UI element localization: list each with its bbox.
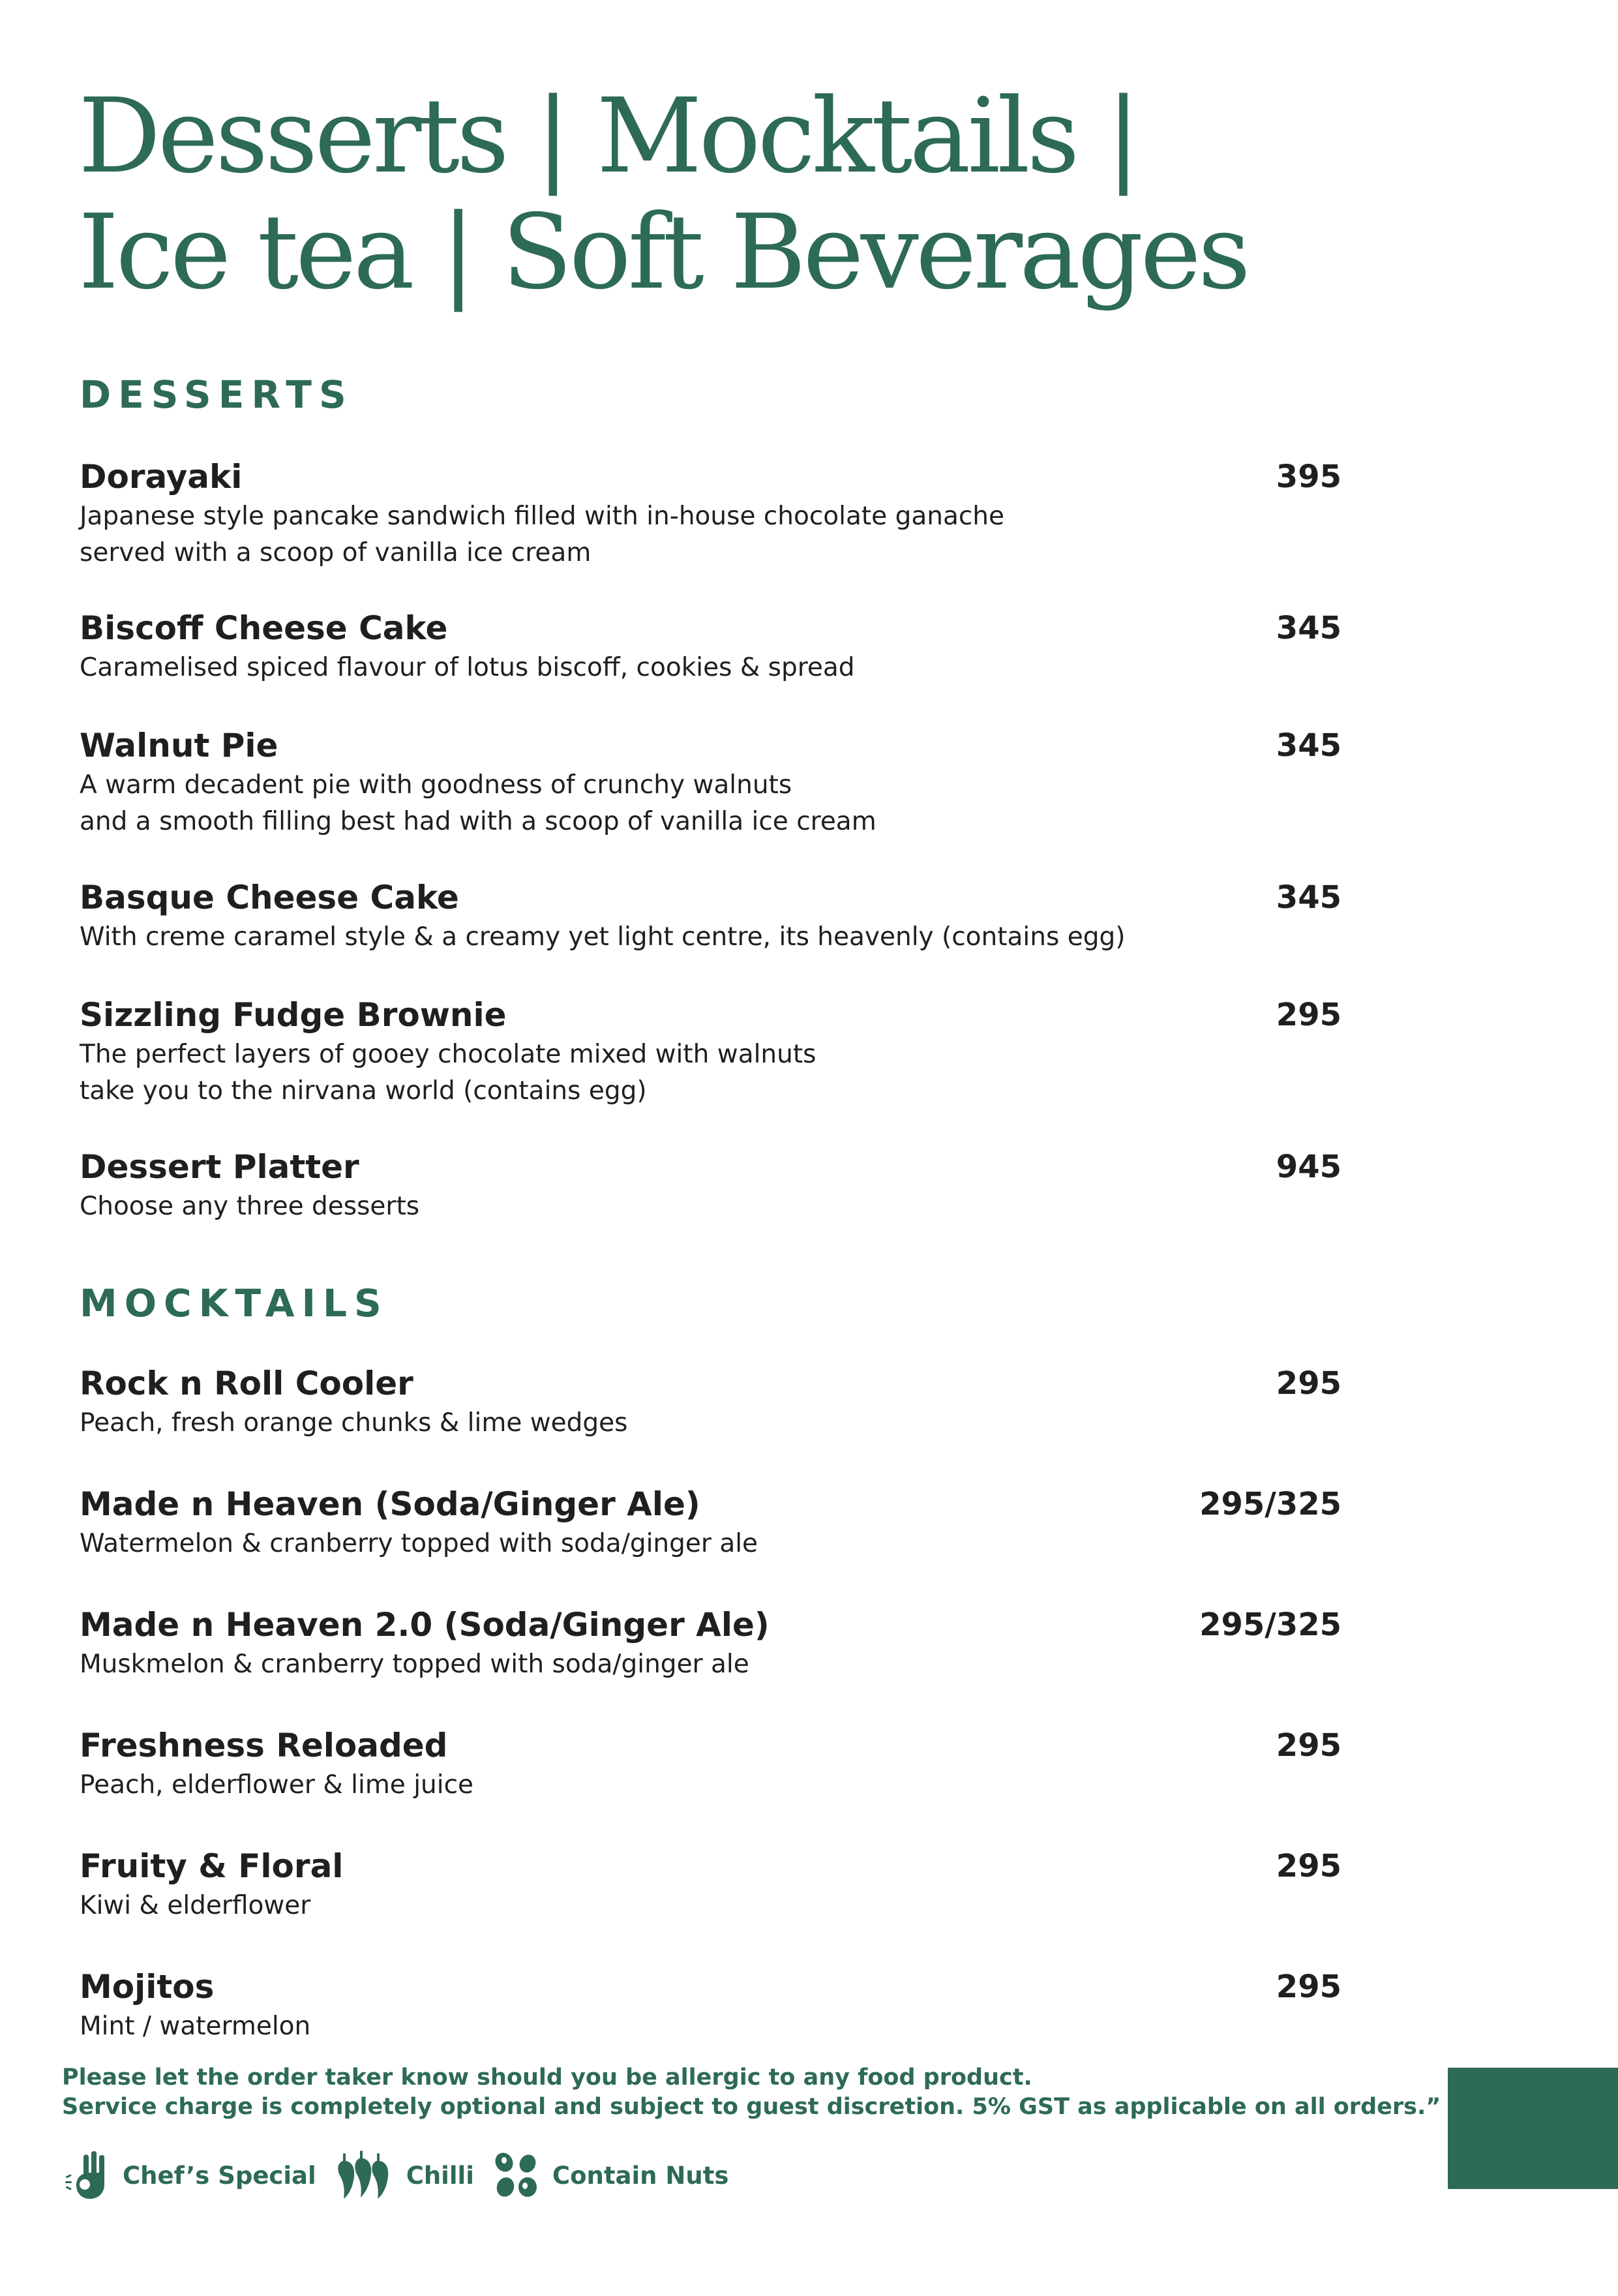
item-description: Mint / watermelon bbox=[80, 2012, 311, 2041]
item-name: Fruity & Floral bbox=[80, 1847, 344, 1885]
icon-legend bbox=[65, 2149, 747, 2201]
ok-hand-icon bbox=[65, 2151, 111, 2200]
legend-label: Chilli bbox=[406, 2161, 474, 2190]
item-name: Biscoff Cheese Cake bbox=[80, 609, 448, 647]
footnote bbox=[62, 2063, 1441, 2122]
item-name: Sizzling Fudge Brownie bbox=[80, 996, 507, 1034]
legend-chefs-special bbox=[65, 2151, 316, 2200]
item-description: A warm decadent pie with goodness of crunchy walnuts and a smooth filling best had with a scoop of vanilla ice cream bbox=[80, 770, 876, 836]
item-description: With creme caramel style & a creamy yet light centre, its heavenly (contains egg) bbox=[80, 922, 1126, 952]
item-description: Choose any three desserts bbox=[80, 1192, 420, 1221]
item-name: Freshness Reloaded bbox=[80, 1727, 448, 1764]
item-price: 295/325 bbox=[1199, 1486, 1341, 1522]
item-price: 295 bbox=[1276, 997, 1341, 1033]
item-name: Dorayaki bbox=[80, 458, 243, 496]
item-name: Made n Heaven (Soda/Ginger Ale) bbox=[80, 1485, 700, 1523]
menu-item-mojitos bbox=[80, 1967, 1351, 2045]
item-price: 295/325 bbox=[1199, 1607, 1341, 1643]
item-description: The perfect layers of gooey chocolate mixed with walnuts take you to the nirvana world (contains egg) bbox=[80, 1040, 816, 1106]
legend-label: Chef’s Special bbox=[123, 2161, 316, 2190]
allergy-note: Please let the order taker know should you be allergic to any food product. bbox=[62, 2064, 1032, 2091]
item-name: Mojitos bbox=[80, 1968, 215, 2006]
item-description: Watermelon & cranberry topped with soda/ginger ale bbox=[80, 1529, 758, 1558]
mocktails-heading: MOCKTAILS bbox=[80, 1281, 389, 1325]
item-price: 395 bbox=[1276, 459, 1341, 495]
item-price: 295 bbox=[1276, 1365, 1341, 1402]
item-price: 295 bbox=[1276, 1848, 1341, 1884]
menu-item-made-n-heaven-2 bbox=[80, 1605, 1351, 1683]
legend-contain-nuts bbox=[492, 2151, 729, 2200]
menu-item-biscoff-cheese-cake bbox=[80, 608, 1351, 686]
item-price: 345 bbox=[1276, 610, 1341, 646]
legend-chilli bbox=[335, 2151, 474, 2200]
item-price: 295 bbox=[1276, 1727, 1341, 1764]
menu-item-dorayaki bbox=[80, 457, 1351, 571]
page-title bbox=[78, 78, 1248, 310]
menu-item-dessert-platter bbox=[80, 1147, 1351, 1225]
item-name: Basque Cheese Cake bbox=[80, 879, 459, 916]
menu-item-sizzling-fudge-brownie bbox=[80, 995, 1351, 1110]
item-price: 345 bbox=[1276, 727, 1341, 764]
item-name: Dessert Platter bbox=[80, 1148, 359, 1186]
item-description: Caramelised spiced flavour of lotus biscoff, cookies & spread bbox=[80, 653, 855, 682]
nuts-icon bbox=[492, 2151, 541, 2200]
menu-item-freshness-reloaded bbox=[80, 1725, 1351, 1804]
item-price: 295 bbox=[1276, 1969, 1341, 2005]
menu-item-rock-n-roll-cooler bbox=[80, 1363, 1351, 1442]
legend-label: Contain Nuts bbox=[552, 2161, 729, 2190]
page-title-line-2: Ice tea | Soft Beverages bbox=[78, 192, 1248, 312]
item-name: Walnut Pie bbox=[80, 727, 278, 764]
item-description: Peach, elderflower & lime juice bbox=[80, 1770, 474, 1800]
desserts-heading: DESSERTS bbox=[80, 372, 353, 417]
item-price: 345 bbox=[1276, 879, 1341, 916]
menu-item-made-n-heaven bbox=[80, 1484, 1351, 1562]
item-name: Rock n Roll Cooler bbox=[80, 1365, 413, 1402]
item-description: Peach, fresh orange chunks & lime wedges bbox=[80, 1408, 628, 1438]
menu-item-walnut-pie bbox=[80, 725, 1351, 840]
menu-item-basque-cheese-cake bbox=[80, 877, 1351, 956]
item-description: Kiwi & elderflower bbox=[80, 1891, 311, 1920]
item-name: Made n Heaven 2.0 (Soda/Ginger Ale) bbox=[80, 1606, 770, 1644]
service-charge-note: Service charge is completely optional and subject to guest discretion. 5% GST as applicable on all orders.” bbox=[62, 2094, 1441, 2120]
corner-accent-block bbox=[1448, 2068, 1618, 2189]
item-price: 945 bbox=[1276, 1149, 1341, 1185]
chilli-icon bbox=[335, 2151, 395, 2200]
menu-item-fruity-floral bbox=[80, 1846, 1351, 1924]
item-description: Muskmelon & cranberry topped with soda/ginger ale bbox=[80, 1650, 749, 1679]
item-description: Japanese style pancake sandwich filled with in-house chocolate ganache served with a scoop of vanilla ice cream bbox=[80, 502, 1004, 567]
page-title-line-1: Desserts | Mocktails | bbox=[78, 76, 1138, 196]
